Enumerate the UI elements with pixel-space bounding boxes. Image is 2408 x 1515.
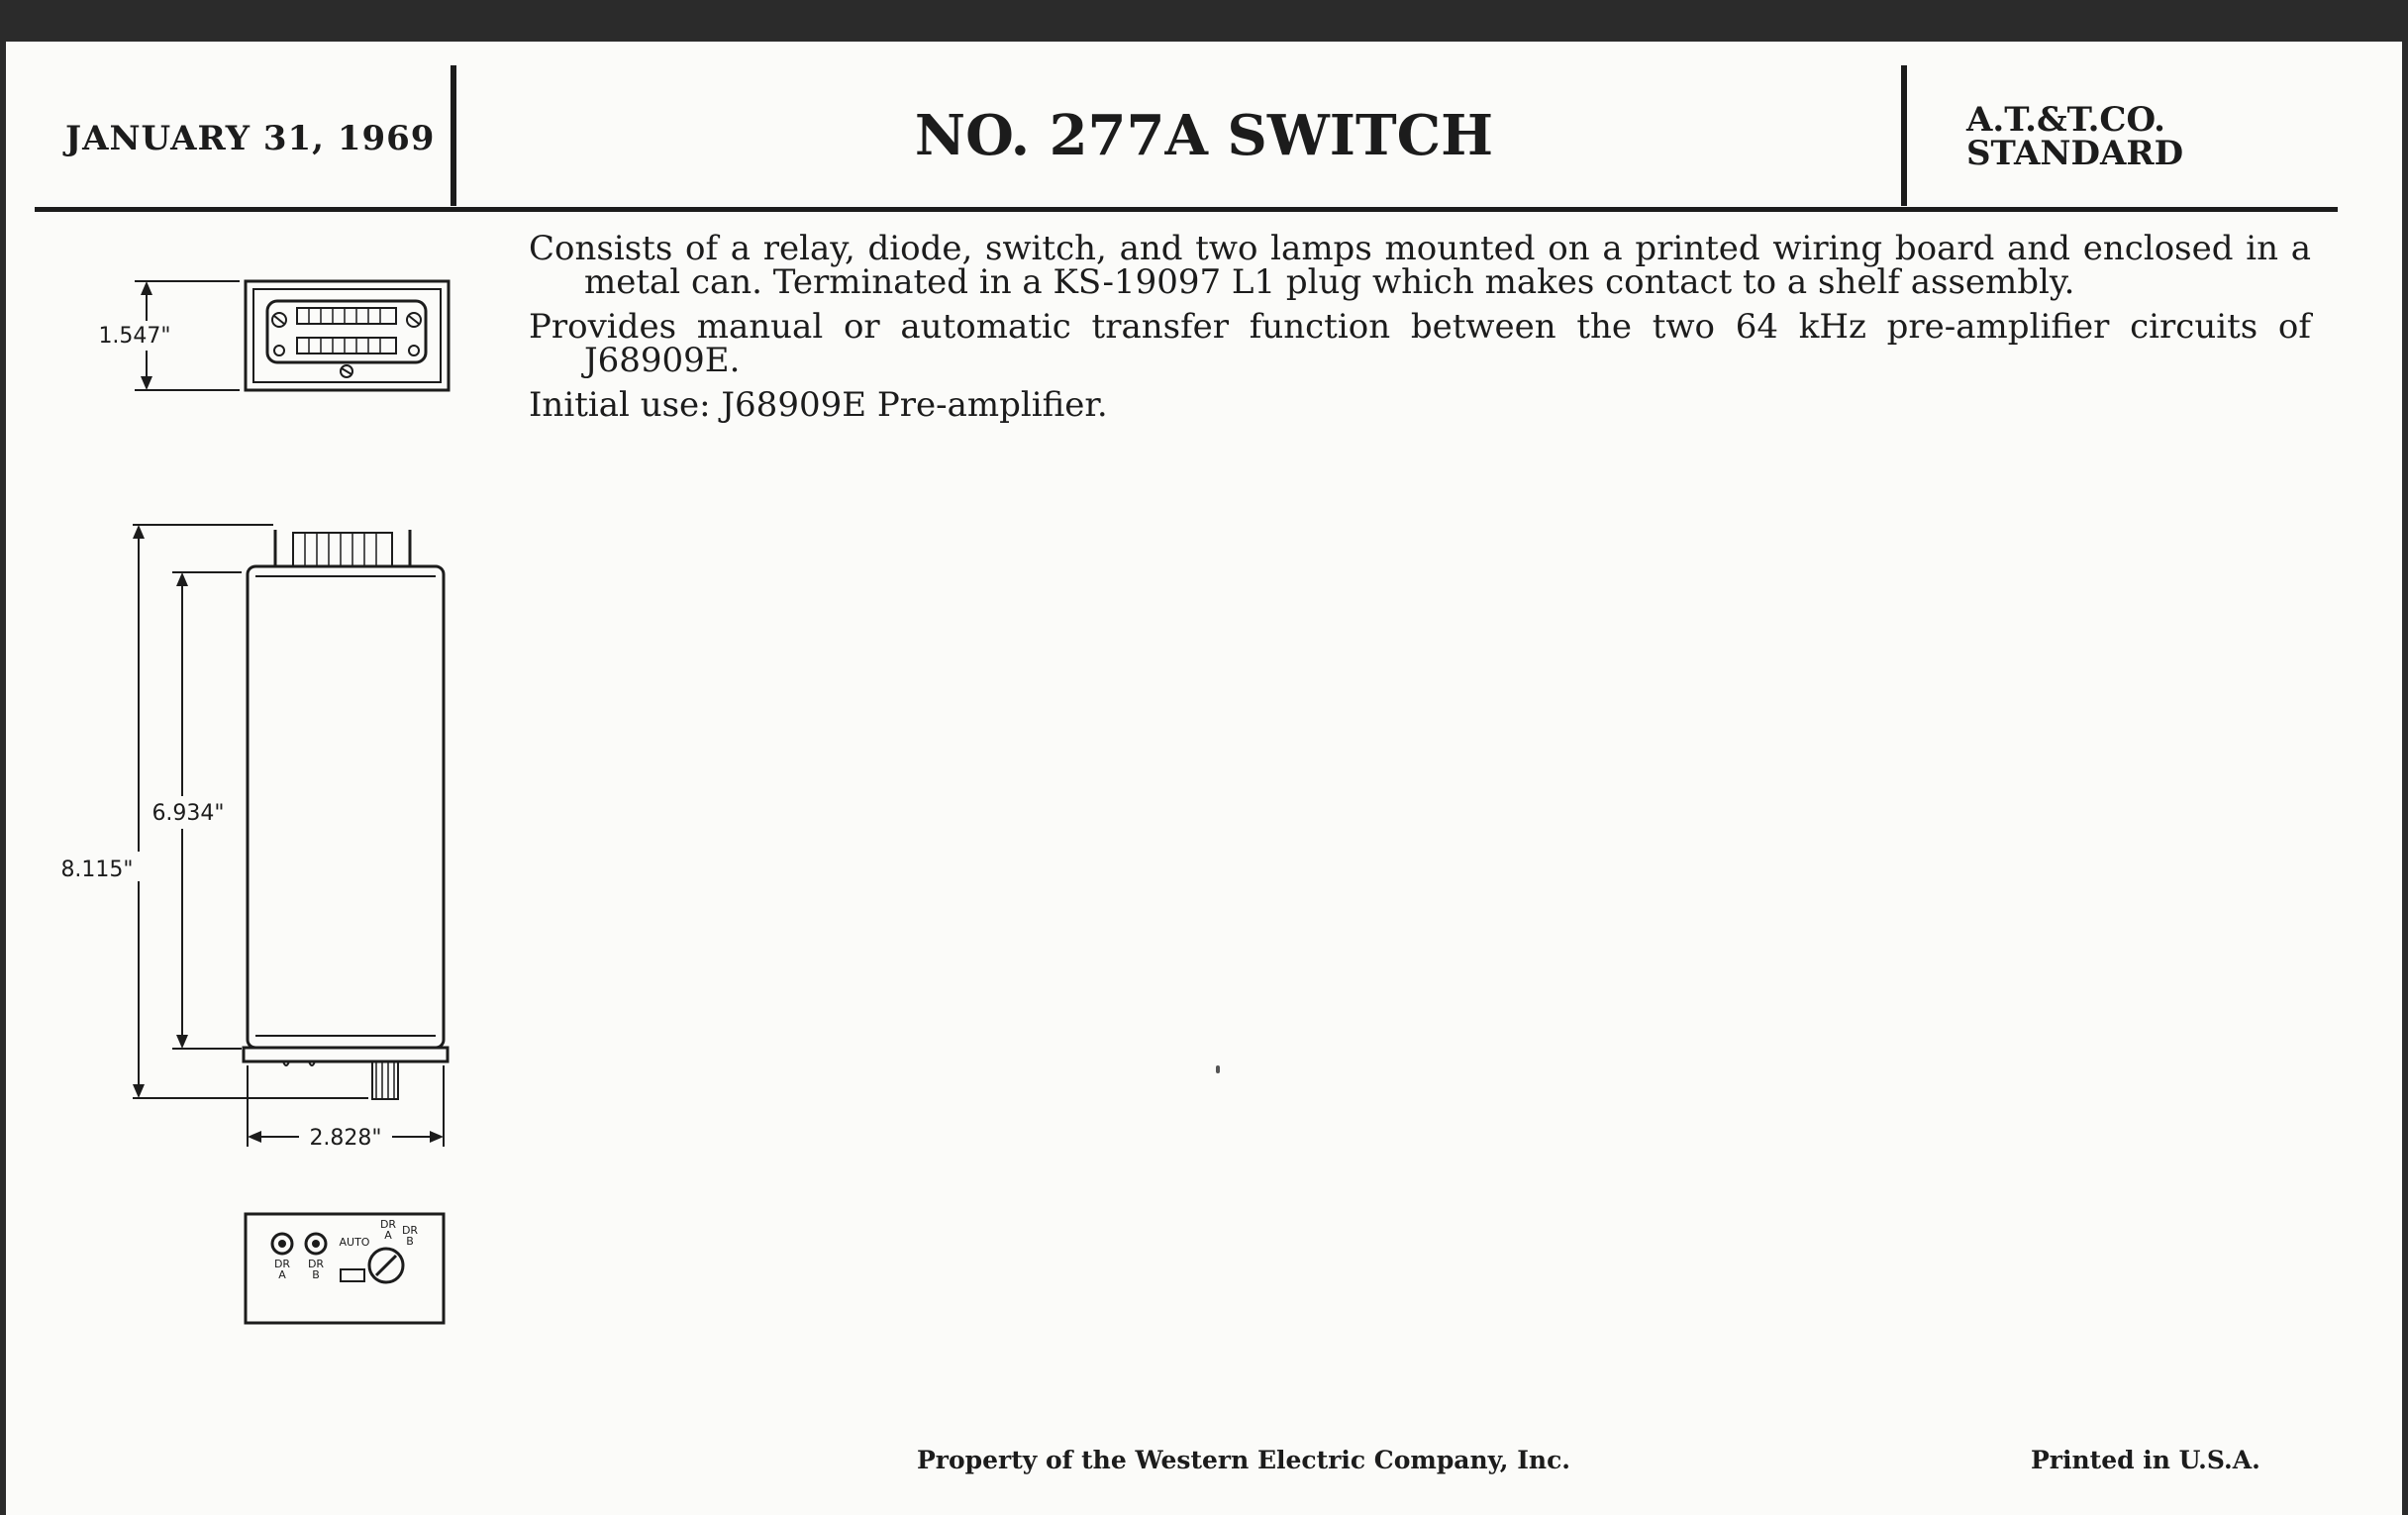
dra-position-label: DR xyxy=(379,1218,397,1231)
standard-text: STANDARD xyxy=(1966,134,2184,173)
drb-position-label: DR xyxy=(401,1224,419,1237)
lamp-b-label: B xyxy=(312,1268,320,1281)
lamp-a-label: DR xyxy=(273,1258,291,1270)
description-paragraph: Provides manual or automatic transfer function between the two 64 kHz pre-amplifier circuits of J68909E. xyxy=(529,307,2311,380)
top-view-drawing xyxy=(98,281,449,390)
overall-height-label: 8.115" xyxy=(60,858,134,882)
description xyxy=(529,229,2311,433)
specification-card xyxy=(6,42,2402,1515)
can-height-label: 6.934" xyxy=(151,801,225,826)
lamp-a-label: A xyxy=(278,1268,286,1281)
footer-property: Property of the Western Electric Company, Inc. xyxy=(917,1446,1571,1474)
standard-org: A.T.&T.CO. xyxy=(1966,100,2165,140)
lamp-b-label: DR xyxy=(307,1258,325,1270)
width-label: 2.828" xyxy=(309,1126,382,1151)
side-view-drawing xyxy=(60,525,448,1151)
dra-position-label: A xyxy=(384,1229,392,1242)
drb-position-label: B xyxy=(406,1235,414,1248)
auto-position-label: AUTO xyxy=(339,1236,370,1249)
footer-printed: Printed in U.S.A. xyxy=(2031,1446,2260,1474)
front-panel-drawing xyxy=(246,1214,444,1323)
print-speck xyxy=(1216,1065,1220,1073)
top-view-height-label: 1.547" xyxy=(98,324,171,349)
description-paragraph: Initial use: J68909E Pre-amplifier. xyxy=(529,385,1108,425)
issue-date: JANUARY 31, 1969 xyxy=(65,119,436,158)
header-divider-right xyxy=(1901,65,1907,206)
description-paragraph: Consists of a relay, diode, switch, and two lamps mounted on a printed wiring board and enclosed in a metal can. Terminated in a KS-19097 L1 plug which makes contact to a shelf assembly. xyxy=(529,229,2311,302)
page-title: NO. 277A SWITCH xyxy=(914,103,1494,168)
standard-label xyxy=(1966,100,2184,173)
switch-drawings xyxy=(6,42,521,1515)
